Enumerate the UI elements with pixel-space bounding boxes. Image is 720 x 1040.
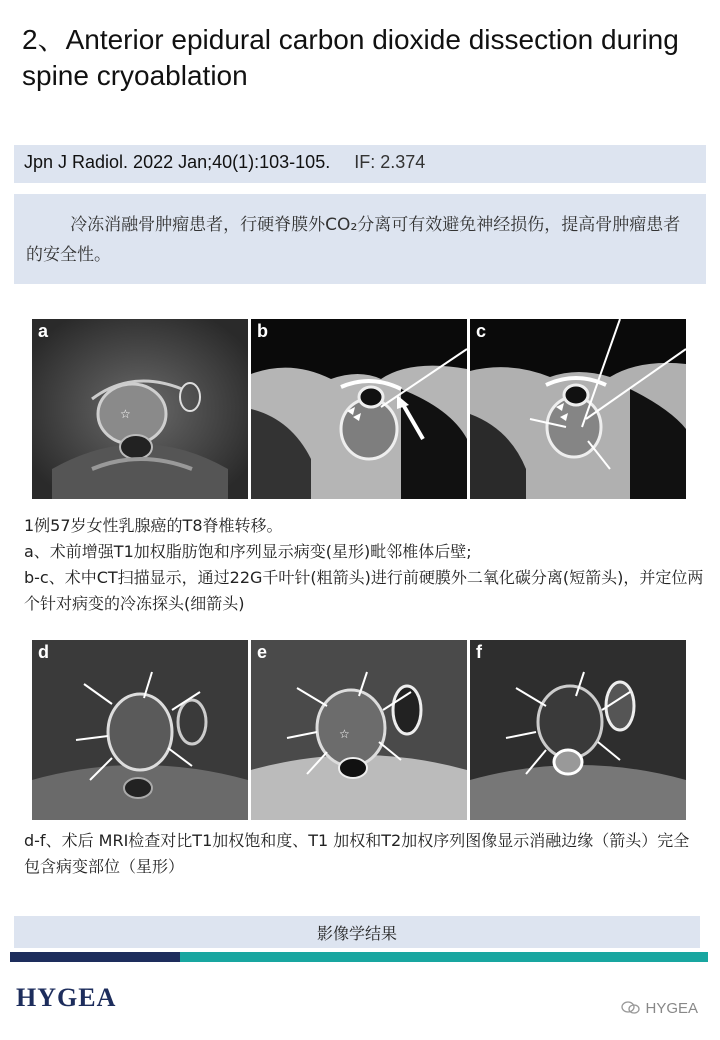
caption-line: 1例57岁女性乳腺癌的T8脊椎转移。: [24, 516, 283, 535]
citation-text: Jpn J Radiol. 2022 Jan;40(1):103-105.: [24, 152, 331, 172]
wechat-watermark: [621, 1000, 698, 1017]
panel-e-mri-image: [251, 640, 467, 820]
panel-label: d: [38, 642, 49, 662]
panel-label: a: [38, 321, 49, 341]
footer-stripe-teal: [180, 952, 708, 962]
slide-title: 2、Anterior epidural carbon dioxide dissection during spine cryoablation: [22, 24, 679, 91]
panel-f-mri-image: [470, 640, 686, 820]
citation: [24, 152, 425, 173]
panel-label: e: [257, 642, 268, 662]
svg-text:☆: ☆: [120, 407, 131, 421]
panel-b-ct-image: [251, 319, 467, 499]
panel-c-ct-image: [470, 319, 686, 499]
footer-stripe-navy: [10, 952, 180, 962]
figure-top: [32, 319, 686, 499]
figure-bottom-caption: [24, 828, 704, 880]
impact-factor: IF: 2.374: [354, 152, 426, 172]
panel-a-mri-image: [32, 319, 248, 499]
summary-text: 冷冻消融骨肿瘤患者，行硬脊膜外CO₂分离可有效避免神经损伤，提高骨肿瘤患者的安全性。: [26, 215, 681, 265]
section-label: 影像学结果: [316, 924, 397, 943]
wechat-label: HYGEA: [645, 1000, 698, 1017]
panel-label: c: [476, 321, 487, 341]
hygea-logo: HYGEA: [16, 983, 117, 1012]
citation-bar: [14, 145, 706, 183]
caption-line: b-c、术中CT扫描显示，通过22G千叶针(粗箭头)进行前硬膜外二氧化碳分离(短箭头)，并定位两个针对病变的冷冻探头(细箭头): [24, 568, 704, 613]
caption-line: d-f、术后 MRI检查对比T1加权饱和度、T1 加权和T2加权序列图像显示消融边缘（箭头）完全包含病变部位（星形）: [24, 831, 690, 876]
svg-text:☆: ☆: [339, 727, 350, 741]
summary-box: [14, 194, 706, 284]
panel-d-mri-image: [32, 640, 248, 820]
figure-bottom: [32, 640, 686, 820]
figure-top-caption: [24, 513, 704, 617]
section-label-bar: [14, 916, 700, 948]
wechat-icon: [621, 1001, 641, 1015]
panel-label: f: [476, 642, 482, 662]
panel-label: b: [257, 321, 268, 341]
caption-line: a、术前增强T1加权脂肪饱和序列显示病变(星形)毗邻椎体后壁;: [24, 542, 472, 561]
